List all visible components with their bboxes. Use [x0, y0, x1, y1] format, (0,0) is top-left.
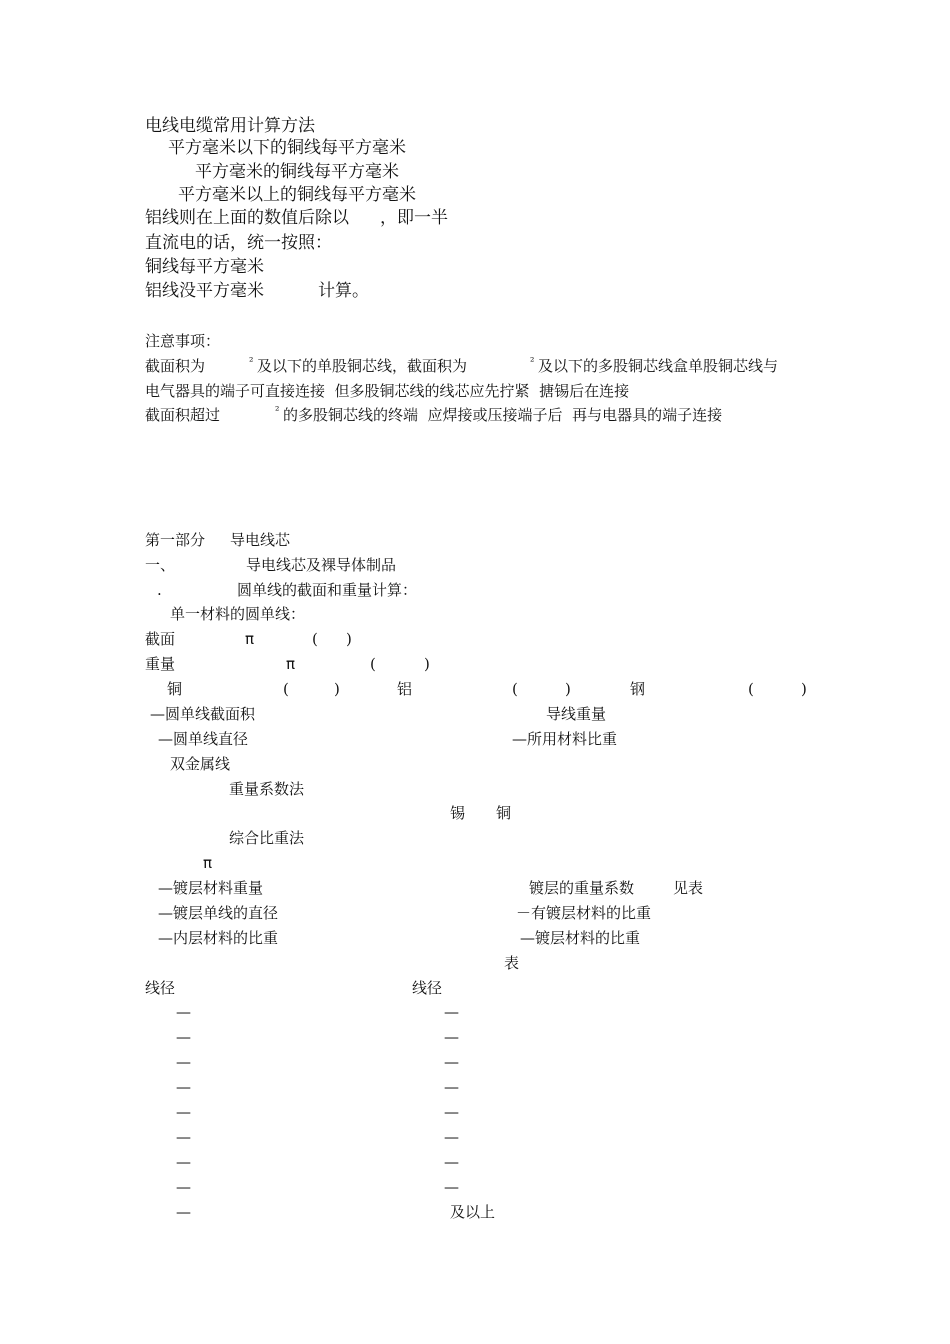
def-density: —所用材料比重: [512, 730, 618, 748]
table-label: 表: [504, 954, 520, 972]
paren-left: (: [283, 680, 289, 698]
method-combined-density: 综合比重法: [229, 829, 305, 847]
note-2: 电气器具的端子可直接连接 但多股铜芯线的线芯应先拧紧 搪锡后在连接: [145, 382, 630, 400]
def-area: —圆单线截面积: [150, 705, 256, 723]
doc-title: 电线电缆常用计算方法: [145, 116, 315, 136]
table-cell-dash: —: [176, 1028, 191, 1046]
intro-line-1: 平方毫米以下的铜线每平方毫米: [168, 138, 406, 158]
note-3a: 截面积超过: [145, 406, 221, 424]
table-cell-dash: —: [444, 1053, 459, 1071]
part-heading-sub: 导电线芯: [230, 531, 291, 549]
pi-symbol: π: [245, 630, 255, 648]
table-cell-dash: —: [176, 1003, 191, 1021]
superscript-2: ²: [249, 355, 254, 368]
table-cell-dash: —: [444, 1178, 459, 1196]
see-table: 见表: [673, 879, 704, 897]
paren-right: ): [424, 655, 430, 673]
intro-line-3: 平方毫米以上的铜线每平方毫米: [178, 185, 416, 205]
table-cell-dash: —: [176, 1128, 191, 1146]
material-steel: 钢: [630, 680, 646, 698]
intro-line-4b: ，即一半: [380, 208, 448, 228]
paren-left: (: [312, 630, 318, 648]
note-1a: 截面积为: [145, 357, 206, 375]
notes-heading: 注意事项：: [145, 332, 221, 350]
paren-right: ): [346, 630, 352, 648]
section-1-1-title: 圆单线的截面和重量计算：: [237, 581, 418, 599]
part-heading: 第一部分: [145, 531, 206, 549]
table-cell-dash: —: [176, 1078, 191, 1096]
section-1-title: 导电线芯及裸导体制品: [246, 556, 397, 574]
table-cell-dash: —: [444, 1003, 459, 1021]
def-weight: 导线重量: [546, 705, 607, 723]
def-coat-diameter: —镀层单线的直径: [158, 904, 279, 922]
intro-line-2: 平方毫米的铜线每平方毫米: [195, 162, 399, 182]
section-1-number: 一、: [145, 556, 176, 574]
single-material-heading: 单一材料的圆单线：: [170, 605, 306, 623]
paren-left: (: [512, 680, 518, 698]
paren-right: ): [801, 680, 807, 698]
table-cell-dash: —: [444, 1078, 459, 1096]
table-cell-dash: —: [444, 1103, 459, 1121]
table-cell-dash: —: [444, 1028, 459, 1046]
intro-line-7b: 计算。: [318, 281, 369, 301]
note-3b: 的多股铜芯线的终端 应焊接或压接端子后 再与电器具的端子连接: [283, 406, 723, 424]
table-cell-dash: —: [176, 1203, 191, 1221]
paren-left: (: [748, 680, 754, 698]
weight-label: 重量: [145, 655, 176, 673]
table-cell-dash: —: [444, 1153, 459, 1171]
intro-line-4a: 铝线则在上面的数值后除以: [145, 208, 349, 228]
table-header-right: 线径: [412, 979, 443, 997]
paren-right: ): [565, 680, 571, 698]
label-copper: 铜: [496, 804, 512, 822]
superscript-2: ²: [530, 355, 535, 368]
note-1c: 及以下的多股铜芯线盒单股铜芯线与: [538, 357, 779, 375]
table-cell-dash: —: [176, 1178, 191, 1196]
area-label: 截面: [145, 630, 176, 648]
material-copper: 铜: [167, 680, 183, 698]
table-cell-dash: —: [176, 1053, 191, 1071]
section-1-1-number: .: [157, 581, 162, 599]
intro-line-5: 直流电的话，统一按照：: [145, 233, 332, 253]
def-coat-density: —镀层材料的比重: [520, 929, 641, 947]
intro-line-6: 铜线每平方毫米: [145, 257, 264, 277]
superscript-2: ²: [275, 404, 280, 417]
def-inner-density: —内层材料的比重: [158, 929, 279, 947]
def-coat-coefficient: 镀层的重量系数: [529, 879, 635, 897]
def-coated-density: －有镀层材料的比重: [516, 904, 652, 922]
table-cell-and-above: 及以上: [450, 1203, 496, 1221]
intro-line-7a: 铝线没平方毫米: [145, 281, 264, 301]
table-cell-dash: —: [176, 1103, 191, 1121]
table-cell-dash: —: [444, 1128, 459, 1146]
pi-symbol: π: [286, 655, 296, 673]
method-weight-coefficient: 重量系数法: [229, 780, 305, 798]
paren-left: (: [370, 655, 376, 673]
paren-right: ): [334, 680, 340, 698]
note-1b: 及以下的单股铜芯线，截面积为: [257, 357, 468, 375]
table-header-left: 线径: [145, 979, 176, 997]
label-tin: 锡: [450, 804, 466, 822]
material-aluminum: 铝: [397, 680, 413, 698]
pi-symbol: π: [203, 854, 213, 872]
table-cell-dash: —: [176, 1153, 191, 1171]
bimetal-heading: 双金属线: [170, 755, 231, 773]
def-coat-weight: —镀层材料重量: [158, 879, 264, 897]
def-diameter: —圆单线直径: [158, 730, 249, 748]
